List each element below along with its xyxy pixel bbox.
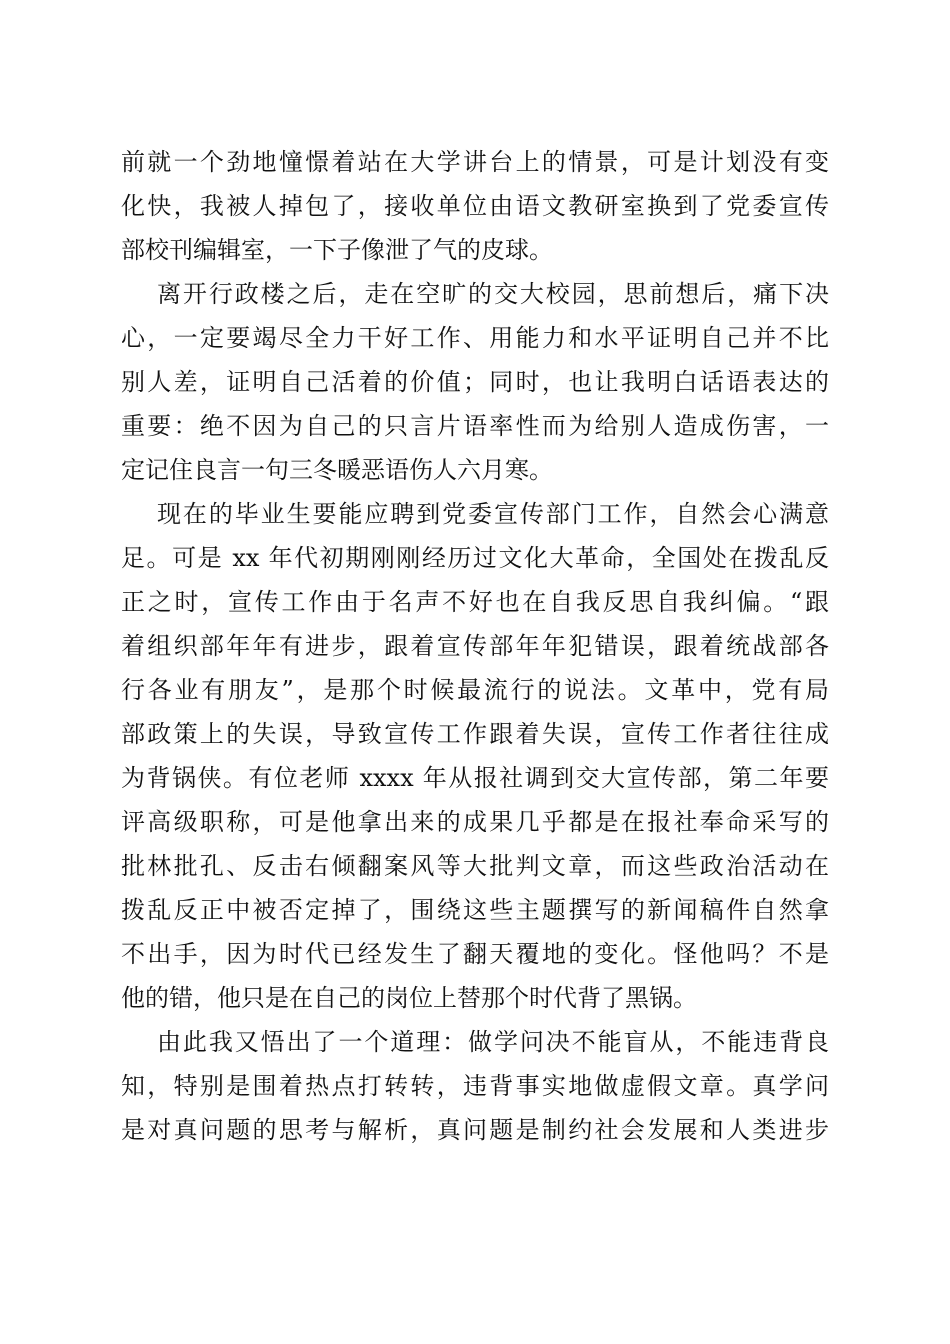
paragraph-4-line-2: 知，特别是围着热点打转转，违背事实地做虚假文章。真学问 (121, 1072, 829, 1100)
paragraph-2-line-4: 重要：绝不因为自己的只言片语率性而为给别人造成伤害，一 (121, 412, 829, 440)
paragraph-3-line-1: 现在的毕业生要能应聘到党委宣传部门工作，自然会心满意 (157, 500, 829, 528)
paragraph-4-line-3: 是对真问题的思考与解析，真问题是制约社会发展和人类进步 (121, 1116, 829, 1144)
paragraph-3-line-12: 他的错，他只是在自己的岗位上替那个时代背了黑锅。 (121, 984, 697, 1012)
paragraph-2-line-5: 定记住良言一句三冬暖恶语伤人六月寒。 (121, 456, 553, 484)
paragraph-1-line-1: 前就一个劲地憧憬着站在大学讲台上的情景，可是计划没有变 (121, 148, 829, 176)
paragraph-3-line-2: 足。可是 xx 年代初期刚刚经历过文化大革命，全国处在拨乱反 (121, 544, 829, 572)
paragraph-2-line-2: 心，一定要竭尽全力干好工作、用能力和水平证明自己并不比 (121, 324, 829, 352)
paragraph-3-line-7: 为背锅侠。有位老师 xxxx 年从报社调到交大宣传部，第二年要 (121, 764, 829, 792)
paragraph-3-line-4: 着组织部年年有进步，跟着宣传部年年犯错误，跟着统战部各 (121, 632, 829, 660)
paragraph-1-line-2: 化快，我被人掉包了，接收单位由语文教研室换到了党委宣传 (121, 192, 829, 220)
paragraph-3-line-6: 部政策上的失误，导致宣传工作跟着失误，宣传工作者往往成 (121, 720, 829, 748)
paragraph-2-line-1: 离开行政楼之后，走在空旷的交大校园，思前想后，痛下决 (157, 280, 829, 308)
paragraph-3-line-11: 不出手，因为时代已经发生了翻天覆地的变化。怪他吗？不是 (121, 940, 829, 968)
paragraph-4-line-1: 由此我又悟出了一个道理：做学问决不能盲从，不能违背良 (157, 1028, 829, 1056)
paragraph-1-line-3: 部校刊编辑室，一下子像泄了气的皮球。 (121, 236, 553, 264)
paragraph-3-line-9: 批林批孔、反击右倾翻案风等大批判文章，而这些政治活动在 (121, 852, 829, 880)
paragraph-2-line-3: 别人差，证明自己活着的价值；同时，也让我明白话语表达的 (121, 368, 829, 396)
paragraph-3-line-8: 评高级职称，可是他拿出来的成果几乎都是在报社奉命采写的 (121, 808, 829, 836)
paragraph-3-line-3: 正之时，宣传工作由于名声不好也在自我反思自我纠偏。“跟 (121, 588, 829, 616)
paragraph-3-line-5: 行各业有朋友”，是那个时候最流行的说法。文革中，党有局 (121, 676, 829, 704)
paragraph-3-line-10: 拨乱反正中被否定掉了，围绕这些主题撰写的新闻稿件自然拿 (121, 896, 829, 924)
